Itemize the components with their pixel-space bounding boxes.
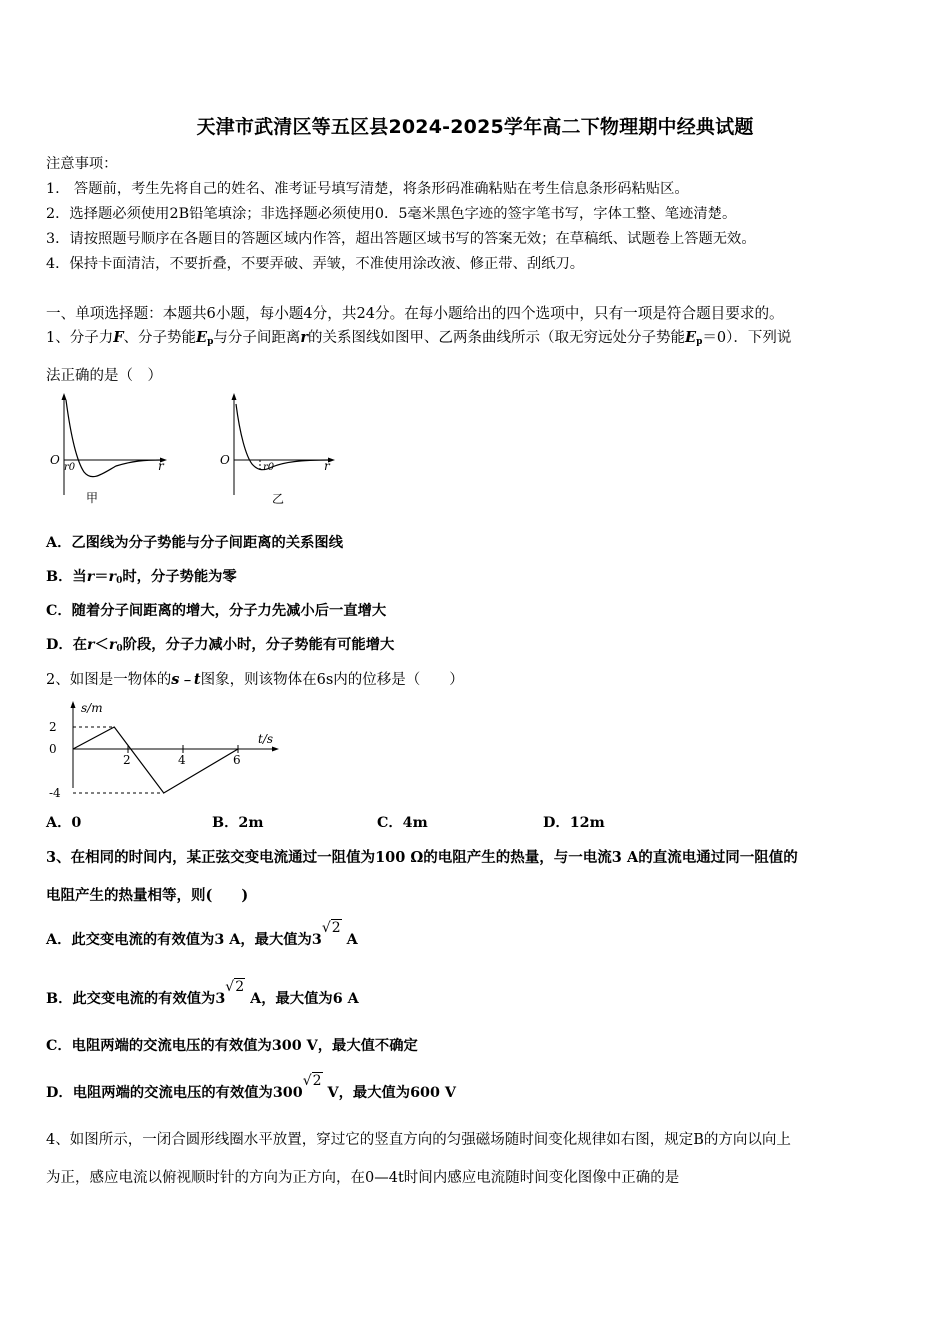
sqrt-symbol: √2 — [225, 979, 245, 995]
notice-item: 2．选择题必须使用2B铅笔填涂；非选择题必须使用0．5毫米黑色字迹的签字笔书写，字体工整、笔迹清楚。 — [46, 206, 737, 222]
r-label: r — [324, 459, 330, 473]
r0-label: r0 — [64, 462, 76, 473]
x-tick-label: 6 — [233, 753, 241, 767]
sqrt-symbol: √2 — [321, 920, 341, 936]
notice-item: 1. 答题前，考生先将自己的姓名、准考证号填写清楚，将条形码准确粘贴在考生信息条形码粘贴区。 — [46, 181, 689, 197]
q2-option-d[interactable]: D．12m — [543, 815, 605, 831]
section-heading: 一、单项选择题：本题共6小题，每小题4分，共24分。在每小题给出的四个选项中，只有一项是符合题目要求的。 — [46, 305, 784, 322]
y-tick-label: 0 — [49, 742, 57, 756]
question-2-stem: 2、如图是一物体的s﹣t图象，则该物体在6s内的位移是（ ） — [46, 671, 464, 688]
question-4-stem-line2: 为正，感应电流以俯视顺时针的方向为正方向，在0—4t时间内感应电流随时间变化图像中正确的是 — [46, 1170, 680, 1186]
question-3-stem: 3、在相同的时间内，某正弦交变电流通过一阻值为100 Ω的电阻产生的热量，与一电流3 A的直流电通过同一阻值的 — [46, 849, 798, 866]
y-tick-label: 2 — [49, 720, 57, 734]
q3-option-d[interactable]: D．电阻两端的交流电压的有效值为300√2 V，最大值为600 V — [46, 1073, 457, 1101]
origin-label: O — [220, 453, 230, 467]
caption: 乙 — [272, 492, 285, 506]
q1-option-d[interactable]: D．在$r<r_0$阶段，分子力减小时，分子势能有可能增大 — [46, 637, 395, 654]
question-1-stem-line2: 法正确的是（ ） — [46, 368, 162, 384]
q1-option-b[interactable]: B．当$r=r_0$时，分子势能为零 — [46, 569, 237, 586]
x-axis-label: t/s — [258, 732, 274, 746]
q1-option-a[interactable]: A．乙图线为分子势能与分子间距离的关系图线 — [46, 535, 344, 551]
r-label: r — [158, 459, 164, 473]
arrow-icon — [272, 747, 279, 752]
q3-option-a[interactable]: A．此交变电流的有效值为3 A，最大值为3√2 A — [46, 920, 358, 948]
arrow-icon — [232, 393, 237, 400]
sqrt-symbol: √2 — [302, 1073, 322, 1089]
figure-s-t-chart — [44, 696, 284, 800]
x-tick-label: 2 — [123, 753, 131, 767]
q2-option-b[interactable]: B．2m — [212, 815, 264, 831]
notice-item: 4．保持卡面清洁，不要折叠，不要弄破、弄皱，不准使用涂改液、修正带、刮纸刀。 — [46, 256, 585, 272]
x-tick-label: 4 — [178, 753, 186, 767]
curve — [66, 400, 162, 477]
question-1-stem: 1、分子力F、分子势能$E_p$与分子间距离r的关系图线如图甲、乙两条曲线所示（取无穷远处分子势能$E_p=0$）．下列说 — [46, 329, 792, 347]
r0-label: r0 — [263, 462, 275, 473]
q2-option-a[interactable]: A．0 — [46, 815, 82, 831]
y-tick-label: -4 — [49, 786, 61, 800]
notice-item: 3．请按照题号顺序在各题目的答题区域内作答，超出答题区域书写的答案无效；在草稿纸、试题卷上答题无效。 — [46, 231, 756, 247]
caption: 甲 — [86, 491, 99, 505]
origin-label: O — [50, 453, 60, 467]
question-4-stem: 4、如图所示，一闭合圆形线圈水平放置，穿过它的竖直方向的匀强磁场随时间变化规律如右图，规定B的方向以向上 — [46, 1132, 791, 1148]
arrow-icon — [71, 701, 76, 708]
q3-option-b[interactable]: B．此交变电流的有效值为3√2 A，最大值为6 A — [46, 979, 359, 1007]
graph-yi — [220, 393, 335, 506]
figure-molecular-graphs — [44, 390, 344, 512]
q3-option-c[interactable]: C．电阻两端的交流电压的有效值为300 V，最大值不确定 — [46, 1038, 418, 1054]
q2-option-c[interactable]: C．4m — [377, 815, 428, 831]
notice-heading: 注意事项： — [46, 156, 118, 172]
question-3-stem-line2: 电阻产生的热量相等，则( ) — [46, 887, 249, 904]
arrow-icon — [62, 393, 67, 400]
page-title: 天津市武清区等五区县2024-2025学年高二下物理期中经典试题 — [196, 116, 754, 138]
y-axis-label: s/m — [81, 701, 103, 715]
q1-option-c[interactable]: C．随着分子间距离的增大，分子力先减小后一直增大 — [46, 603, 387, 619]
graph-jia — [50, 393, 167, 505]
series-line — [73, 727, 238, 793]
